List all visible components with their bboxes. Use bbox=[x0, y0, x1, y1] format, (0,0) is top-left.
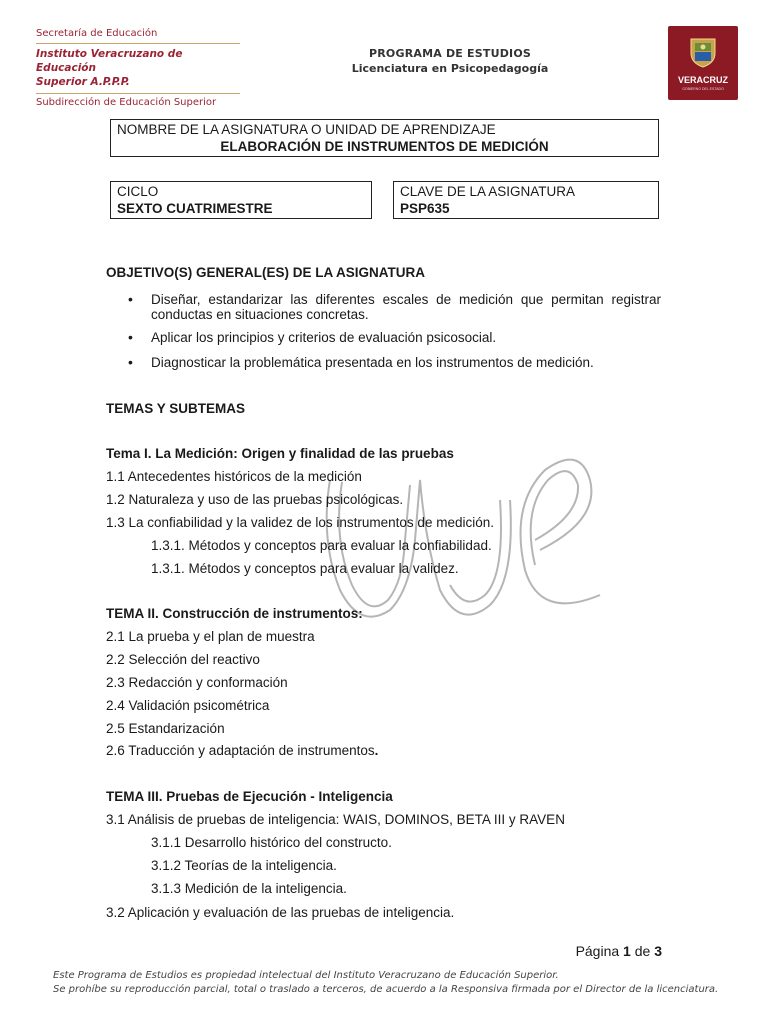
shield-icon bbox=[688, 36, 718, 68]
bullet-icon: • bbox=[128, 329, 133, 345]
page-mid: de bbox=[630, 943, 655, 959]
tema1-item: 1.3 La confiabilidad y la validez de los instrumentos de medición. bbox=[106, 515, 494, 530]
cycle-label: CICLO bbox=[117, 184, 159, 199]
tema3-subitem: 3.1.1 Desarrollo histórico del constructo. bbox=[151, 835, 392, 850]
tema2-item: 2.3 Redacción y conformación bbox=[106, 675, 288, 690]
subject-box bbox=[110, 119, 659, 157]
subject-label: NOMBRE DE LA ASIGNATURA O UNIDAD DE APRENDIZAJE bbox=[117, 122, 496, 137]
tema2-item-text: 2.6 Traducción y adaptación de instrumentos bbox=[106, 743, 375, 758]
header-rule bbox=[36, 43, 240, 44]
subdireccion-label: Subdirección de Educación Superior bbox=[36, 97, 217, 108]
veracruz-logo bbox=[668, 26, 738, 100]
institute-name-line2: Superior A.P.P.P. bbox=[36, 76, 130, 88]
key-box bbox=[393, 181, 659, 219]
tema3-item: 3.1 Análisis de pruebas de inteligencia: WAIS, DOMINOS, BETA III y RAVEN bbox=[106, 812, 565, 827]
tema2-item: 2.1 La prueba y el plan de muestra bbox=[106, 629, 315, 644]
tema1-subitem: 1.3.1. Métodos y conceptos para evaluar la confiabilidad. bbox=[151, 538, 492, 553]
tema1-title: Tema I. La Medición: Origen y finalidad de las pruebas bbox=[106, 446, 454, 461]
tema2-item: 2.2 Selección del reactivo bbox=[106, 652, 260, 667]
objective-item-3: Diagnosticar la problemática presentada en los instrumentos de medición. bbox=[151, 355, 594, 370]
program-header bbox=[300, 47, 600, 75]
header-rule bbox=[36, 93, 240, 94]
objectives-heading: OBJETIVO(S) GENERAL(ES) DE LA ASIGNATURA bbox=[106, 265, 426, 280]
tema2-title: TEMA II. Construcción de instrumentos: bbox=[106, 606, 363, 621]
objective-item-1-line1: Diseñar, estandarizar las diferentes escales de medición que permitan registrar bbox=[151, 292, 661, 307]
tema2-item: 2.5 Estandarización bbox=[106, 721, 225, 736]
logo-text: VERACRUZ bbox=[677, 75, 728, 85]
key-label: CLAVE DE LA ASIGNATURA bbox=[400, 184, 576, 199]
institute-name-line1: Instituto Veracruzano de Educación bbox=[36, 48, 183, 74]
objective-item-2: Aplicar los principios y criterios de evaluación psicosocial. bbox=[151, 330, 497, 345]
footer-line1: Este Programa de Estudios es propiedad intelectual del Instituto Veracruzano de Educación Superior. bbox=[53, 970, 559, 981]
program-name: Licenciatura en Psicopedagogía bbox=[351, 62, 549, 75]
topics-heading: TEMAS Y SUBTEMAS bbox=[106, 401, 246, 416]
logo-subtext: GOBIERNO DEL ESTADO bbox=[682, 87, 724, 91]
footer-line2: Se prohíbe su reproducción parcial, total o traslado a terceros, de acuerdo a la Responsiva firmada por el Director de la licenciatura. bbox=[53, 984, 719, 995]
cycle-box bbox=[110, 181, 372, 219]
key-value: PSP635 bbox=[400, 201, 450, 216]
institution-header bbox=[36, 28, 240, 108]
tema1-subitem: 1.3.1. Métodos y conceptos para evaluar la validez. bbox=[151, 561, 459, 576]
program-title: PROGRAMA DE ESTUDIOS bbox=[368, 47, 532, 60]
tema3-title: TEMA III. Pruebas de Ejecución - Inteligencia bbox=[106, 789, 393, 804]
bullet-icon: • bbox=[128, 354, 133, 370]
cycle-value: SEXTO CUATRIMESTRE bbox=[117, 201, 273, 216]
subject-value: ELABORACIÓN DE INSTRUMENTOS DE MEDICIÓN bbox=[220, 139, 549, 154]
tema3-subitem: 3.1.3 Medición de la inteligencia. bbox=[151, 881, 347, 896]
tema2-item-last bbox=[106, 742, 378, 759]
tema3-item2: 3.2 Aplicación y evaluación de las pruebas de inteligencia. bbox=[106, 905, 455, 920]
tema2-item-period: . bbox=[374, 743, 379, 758]
page-number bbox=[576, 943, 662, 959]
tema1-item: 1.2 Naturaleza y uso de las pruebas psicológicas. bbox=[106, 492, 404, 507]
page-total: 3 bbox=[654, 943, 662, 959]
page-prefix: Página bbox=[575, 943, 624, 959]
secretaria-label: Secretaría de Educación bbox=[36, 28, 158, 39]
objective-item-1-line2: conductas en situaciones concretas. bbox=[151, 307, 369, 322]
tema3-subitem: 3.1.2 Teorías de la inteligencia. bbox=[151, 858, 337, 873]
bullet-icon: • bbox=[128, 291, 133, 307]
page-current: 1 bbox=[623, 943, 631, 959]
tema2-item: 2.4 Validación psicométrica bbox=[106, 698, 270, 713]
tema1-item: 1.1 Antecedentes históricos de la medición bbox=[106, 469, 362, 484]
